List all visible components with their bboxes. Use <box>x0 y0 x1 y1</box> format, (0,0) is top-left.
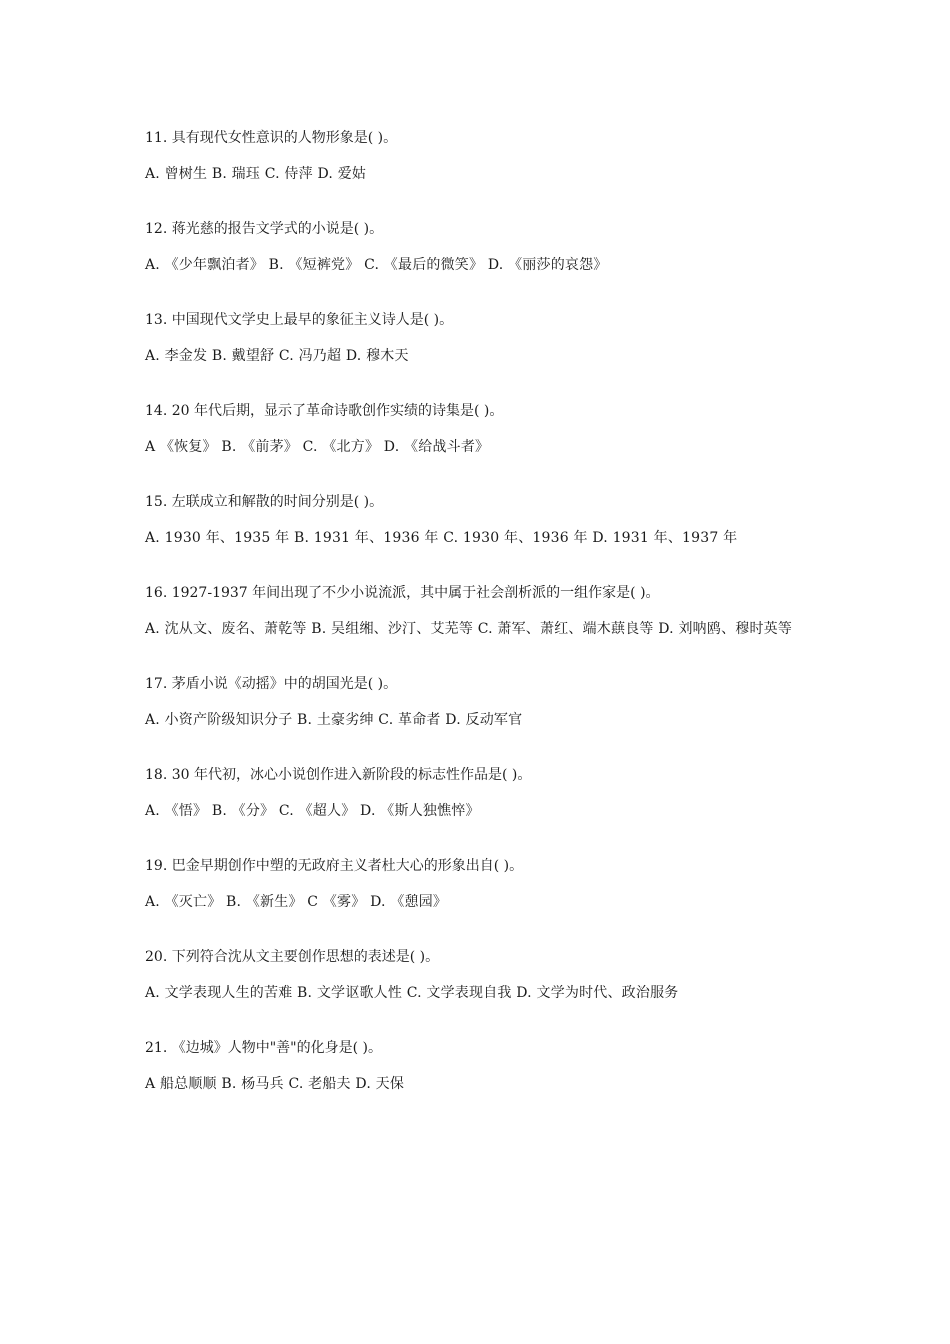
question-text: 12. 蒋光慈的报告文学式的小说是( )。 <box>145 221 384 237</box>
question-item <box>145 1032 825 1100</box>
question-options: A. 沈从文、废名、萧乾等 B. 吴组缃、沙汀、艾芜等 C. 萧军、萧红、端木蕻良等 D. 刘呐鸥、穆时英等 <box>145 621 793 637</box>
question-item <box>145 668 825 736</box>
question-text: 13. 中国现代文学史上最早的象征主义诗人是( )。 <box>145 312 454 328</box>
question-options: A. 文学表现人生的苦难 B. 文学讴歌人性 C. 文学表现自我 D. 文学为时代、政治服务 <box>145 985 679 1001</box>
question-list <box>145 122 825 1123</box>
question-text: 16. 1927-1937 年间出现了不少小说流派，其中属于社会剖析派的一组作家是( )。 <box>145 585 660 601</box>
question-options: A. 李金发 B. 戴望舒 C. 冯乃超 D. 穆木天 <box>145 348 409 364</box>
question-text: 18. 30 年代初，冰心小说创作进入新阶段的标志性作品是( )。 <box>145 767 532 783</box>
question-options: A. 1930 年、1935 年 B. 1931 年、1936 年 C. 1930 年、1936 年 D. 1931 年、1937 年 <box>145 530 738 546</box>
question-text: 17. 茅盾小说《动摇》中的胡国光是( )。 <box>145 676 398 692</box>
question-item <box>145 759 825 827</box>
question-options: A. 曾树生 B. 瑞珏 C. 侍萍 D. 爱姑 <box>145 166 367 182</box>
question-options: A. 《悟》 B. 《分》 C. 《超人》 D. 《斯人独憔悴》 <box>145 803 480 819</box>
question-options: A. 小资产阶级知识分子 B. 土豪劣绅 C. 革命者 D. 反动军官 <box>145 712 523 728</box>
question-item <box>145 122 825 190</box>
question-text: 14. 20 年代后期，显示了革命诗歌创作实绩的诗集是( )。 <box>145 403 504 419</box>
question-text: 20. 下列符合沈从文主要创作思想的表述是( )。 <box>145 949 440 965</box>
question-item <box>145 213 825 281</box>
question-item <box>145 395 825 463</box>
question-text: 15. 左联成立和解散的时间分别是( )。 <box>145 494 384 510</box>
question-text: 19. 巴金早期创作中塑的无政府主义者杜大心的形象出自( )。 <box>145 858 524 874</box>
question-options: A 《恢复》 B. 《前茅》 C. 《北方》 D. 《给战斗者》 <box>145 439 490 455</box>
question-item <box>145 304 825 372</box>
question-text: 21. 《边城》人物中"善"的化身是( )。 <box>145 1040 382 1056</box>
question-item <box>145 486 825 554</box>
question-options: A. 《少年飘泊者》 B. 《短裤党》 C. 《最后的微笑》 D. 《丽莎的哀怨》 <box>145 257 608 273</box>
question-item <box>145 577 825 645</box>
question-options: A 船总顺顺 B. 杨马兵 C. 老船夫 D. 天保 <box>145 1076 405 1092</box>
question-text: 11. 具有现代女性意识的人物形象是( )。 <box>145 130 398 146</box>
question-item <box>145 850 825 918</box>
question-item <box>145 941 825 1009</box>
question-options: A. 《灭亡》 B. 《新生》 C 《雾》 D. 《憩园》 <box>145 894 448 910</box>
